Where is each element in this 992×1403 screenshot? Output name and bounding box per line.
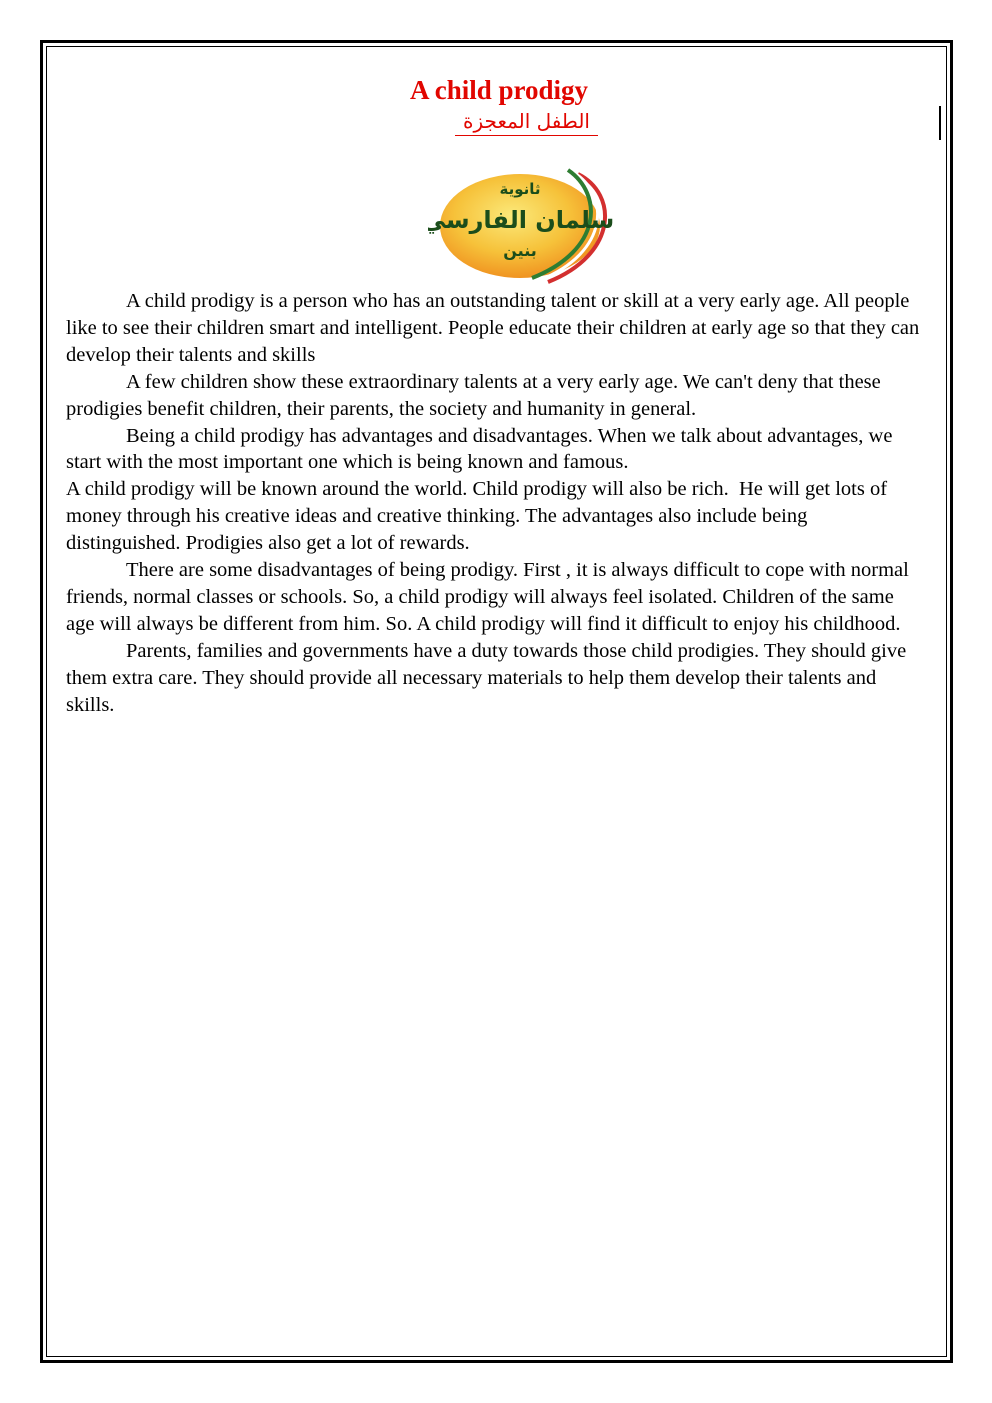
logo-graphic: [428, 164, 628, 288]
paragraph-conclusion: Parents, families and governments have a duty towards those child prodigies. They should give them extra care. They should provide all necessary materials to help them develop their talents and skills.: [66, 639, 912, 716]
paragraph-benefits: A few children show these extraordinary talents at a very early age. We can't deny that these prodigies benefit children, their parents, the society and humanity in general.: [66, 370, 886, 420]
document-body: [66, 288, 926, 719]
paragraph-intro: A child prodigy is a person who has an outstanding talent or skill at a very early age. All people like to see their children smart and intelligent. People educate their children at early age so that they can develop their talents and skills: [66, 290, 925, 366]
paragraph-disadvantages: There are some disadvantages of being prodigy. First , it is always difficult to cope with normal friends, normal classes or schools. So, a child prodigy will always feel isolated. Children of the same age will always be different from him. So. A child prodigy will find it difficult to enjoy his childhood.: [66, 559, 914, 635]
logo-text-bottom: بنين: [503, 241, 537, 260]
logo-text-top: ثانوية: [499, 180, 541, 198]
page-subtitle-arabic: الطفل المعجزة: [455, 107, 598, 136]
paragraph-advantages: A child prodigy will be known around the world. Child prodigy will also be rich. He will get lots of money through his creative ideas and creative thinking. The advantages also include being distinguished. Prodigies also get a lot of rewards.: [66, 478, 893, 555]
page-title: A child prodigy: [409, 75, 589, 105]
text-cursor-mark: [939, 106, 941, 140]
school-logo-icon: [428, 164, 628, 288]
paragraph-advantages-intro: Being a child prodigy has advantages and disadvantages. When we talk about advantages, we start with the most important one which is being known and famous.: [66, 424, 898, 474]
logo-text-main: سلمان الفارسي: [428, 206, 615, 234]
